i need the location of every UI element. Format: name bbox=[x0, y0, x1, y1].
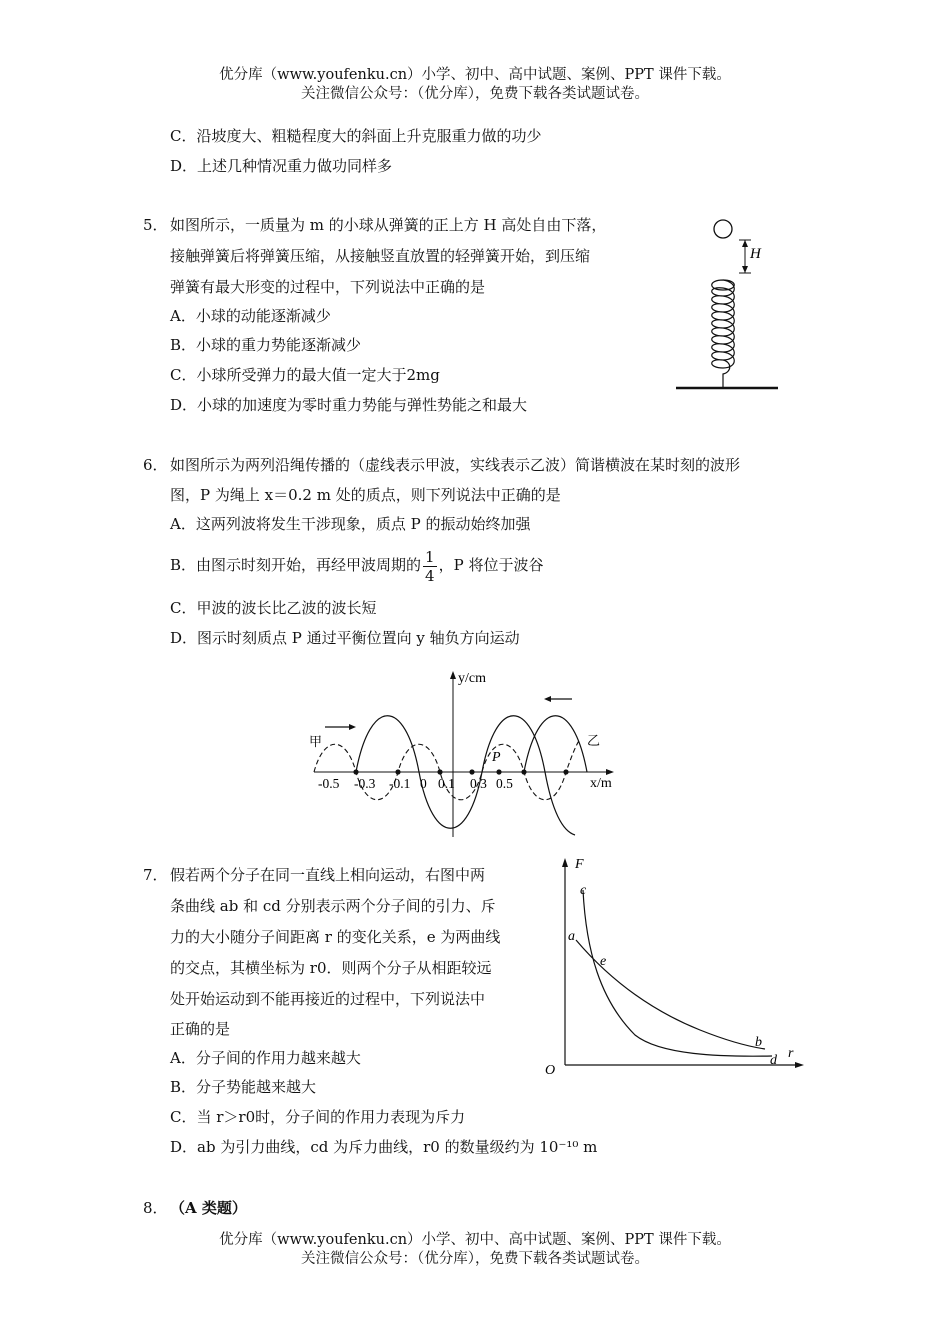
fraction-quarter bbox=[423, 548, 437, 585]
q7-number: 7． bbox=[143, 866, 168, 884]
f-axis-arrow bbox=[562, 858, 568, 867]
q6-wave-figure bbox=[300, 665, 630, 845]
tick-label: -0.1 bbox=[389, 776, 411, 791]
q7-option-c: C．当 r＞r0时，分子间的作用力表现为斥力 bbox=[170, 1108, 466, 1126]
q7-text-1: 假若两个分子在同一直线上相向运动，右图中两 bbox=[170, 866, 486, 884]
axis-point bbox=[521, 769, 526, 774]
curve-label-b: b bbox=[755, 1035, 762, 1050]
q5-text-2: 接触弹簧后将弹簧压缩，从接触竖直放置的轻弹簧开始，到压缩 bbox=[170, 247, 591, 265]
q7-text-2: 条曲线 ab 和 cd 分别表示两个分子间的引力、斥 bbox=[170, 897, 496, 915]
origin-label: O bbox=[545, 1063, 556, 1078]
header-line-2: 关注微信公众号：（优分库），免费下载各类试题试卷。 bbox=[301, 86, 649, 102]
r-axis-arrow bbox=[795, 1062, 804, 1068]
header-line-1: 优分库（www.youfenku.cn）小学、初中、高中试题、案例、PPT 课件下载。 bbox=[219, 67, 731, 83]
fraction-denominator: 4 bbox=[425, 566, 435, 585]
page-header bbox=[0, 66, 950, 104]
q8-number: 8． bbox=[143, 1199, 168, 1217]
q7-force-figure bbox=[540, 850, 810, 1080]
q6-option-b-post: ，P 将位于波谷 bbox=[438, 556, 544, 574]
q6-option-d: D．图示时刻质点 P 通过平衡位置向 y 轴负方向运动 bbox=[170, 629, 520, 647]
q5-number: 5． bbox=[143, 216, 168, 234]
q6-number: 6． bbox=[143, 456, 168, 474]
q7-text-6: 正确的是 bbox=[170, 1020, 231, 1038]
arrow-left-head bbox=[544, 696, 551, 702]
tick-label: 0.5 bbox=[496, 776, 513, 791]
arrow-right-head bbox=[349, 724, 356, 730]
q6-option-b-pre: B．由图示时刻开始，再经甲波周期的 bbox=[170, 556, 422, 574]
curve-label-d: d bbox=[770, 1053, 777, 1068]
q6-text-1: 如图所示为两列沿绳传播的（虚线表示甲波，实线表示乙波）简谐横波在某时刻的波形 bbox=[170, 456, 741, 474]
q7-text-4: 的交点，其横坐标为 r0．则两个分子从相距较远 bbox=[170, 959, 492, 977]
curve-cd bbox=[583, 890, 772, 1056]
q6-option-a: A．这两列波将发生干涉现象，质点 P 的振动始终加强 bbox=[170, 515, 531, 533]
q5-option-c: C．小球所受弹力的最大值一定大于2mg bbox=[170, 366, 440, 384]
axis-point bbox=[437, 769, 442, 774]
q7-text-5: 处开始运动到不能再接近的过程中，下列说法中 bbox=[170, 990, 486, 1008]
ball bbox=[714, 220, 732, 238]
r-axis-label: r bbox=[788, 1046, 794, 1061]
axis-point bbox=[469, 769, 474, 774]
axis-point bbox=[563, 769, 568, 774]
y-axis-arrow bbox=[450, 671, 456, 679]
tick-label: 0 bbox=[420, 776, 427, 791]
q5-spring-figure bbox=[670, 210, 790, 395]
q4-option-d: D．上述几种情况重力做功同样多 bbox=[170, 157, 393, 175]
q7-option-d: D．ab 为引力曲线，cd 为斥力曲线，r0 的数量级约为 10⁻¹⁰ m bbox=[170, 1138, 598, 1156]
tick-label: -0.5 bbox=[318, 776, 340, 791]
q5-text-1: 如图所示，一质量为 m 的小球从弹簧的正上方 H 高处自由下落， bbox=[170, 216, 607, 234]
x-axis-arrow bbox=[606, 769, 614, 775]
axis-point bbox=[353, 769, 358, 774]
tick-label: 0.1 bbox=[438, 776, 455, 791]
axis-point bbox=[395, 769, 400, 774]
page-footer bbox=[0, 1231, 950, 1269]
q6-text-2: 图，P 为绳上 x＝0.2 m 处的质点，则下列说法中正确的是 bbox=[170, 486, 561, 504]
h-arrow-head-up bbox=[742, 240, 748, 247]
q7-text-3: 力的大小随分子间距离 r 的变化关系，e 为两曲线 bbox=[170, 928, 501, 946]
intersection-label-e: e bbox=[600, 954, 607, 969]
h-label: H bbox=[750, 246, 761, 262]
q5-text-3: 弹簧有最大形变的过程中，下列说法中正确的是 bbox=[170, 278, 486, 296]
q6-option-b bbox=[170, 545, 543, 585]
q5-option-d: D．小球的加速度为零时重力势能与弹性势能之和最大 bbox=[170, 396, 528, 414]
footer-line-1: 优分库（www.youfenku.cn）小学、初中、高中试题、案例、PPT 课件下载。 bbox=[219, 1232, 731, 1248]
h-arrow-head-down bbox=[742, 266, 748, 273]
fraction-numerator: 1 bbox=[425, 547, 435, 566]
wave-jia-label: 甲 bbox=[309, 734, 323, 749]
q6-option-c: C．甲波的波长比乙波的波长短 bbox=[170, 599, 377, 617]
footer-line-2: 关注微信公众号：（优分库），免费下载各类试题试卷。 bbox=[301, 1251, 649, 1267]
y-axis-label: y/cm bbox=[458, 671, 486, 686]
q5-option-a: A．小球的动能逐渐减少 bbox=[170, 307, 331, 325]
q8-title: （A 类题） bbox=[170, 1199, 247, 1217]
q7-option-a: A．分子间的作用力越来越大 bbox=[170, 1049, 361, 1067]
spring-coil bbox=[712, 280, 735, 388]
point-p-label: P bbox=[492, 750, 501, 765]
f-axis-label: F bbox=[575, 857, 584, 872]
q5-option-b: B．小球的重力势能逐渐减少 bbox=[170, 336, 362, 354]
point-p bbox=[496, 769, 501, 774]
curve-label-a: a bbox=[568, 929, 575, 944]
q7-option-b: B．分子势能越来越大 bbox=[170, 1078, 317, 1096]
q4-option-c: C．沿坡度大、粗糙程度大的斜面上升克服重力做的功少 bbox=[170, 127, 542, 145]
tick-label: -0.3 bbox=[354, 776, 376, 791]
curve-label-c: c bbox=[580, 883, 587, 898]
wave-yi-label: 乙 bbox=[587, 733, 601, 748]
x-axis-label: x/m bbox=[590, 776, 612, 791]
tick-label: 0.3 bbox=[470, 776, 487, 791]
